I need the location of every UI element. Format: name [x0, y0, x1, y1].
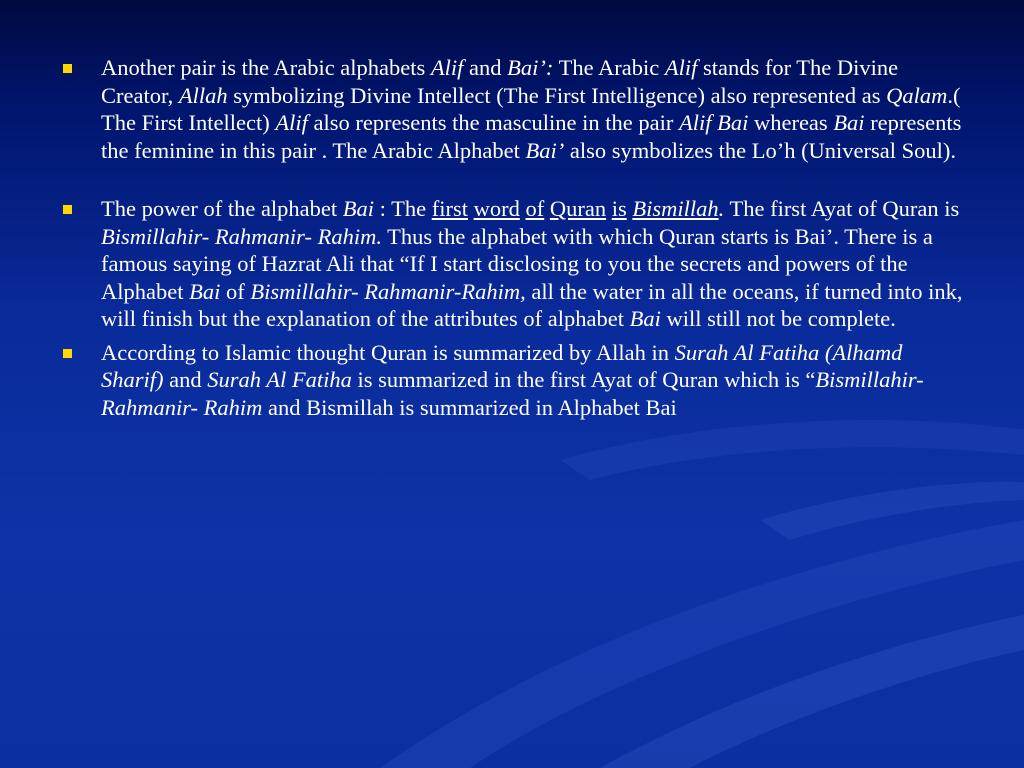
- text-run: The first Ayat of Quran is: [724, 196, 960, 221]
- text-run: According to Islamic thought Quran is summarized by Allah in: [101, 339, 675, 365]
- text-run: and: [163, 367, 208, 392]
- text-run: Quran: [549, 196, 607, 221]
- text-run: also symbolizes the Lo’h (Universal Soul).: [564, 137, 957, 163]
- text-run: Alif: [275, 110, 308, 135]
- text-run: first: [431, 196, 468, 221]
- bullet-square-icon: [63, 64, 72, 73]
- text-run: Surah Al Fatiha (Alhamd Sharif): [101, 339, 903, 392]
- text-run: Bai’: [525, 137, 565, 163]
- text-run: and: [463, 55, 508, 80]
- bullet-item-quran-summary: [60, 339, 970, 422]
- text-run: is: [611, 196, 627, 221]
- bullet-text: [101, 55, 961, 163]
- text-run: word: [473, 196, 520, 221]
- bullet-list: [60, 54, 970, 421]
- text-run: Allah: [178, 82, 228, 108]
- text-run: of: [220, 278, 251, 304]
- text-run: Another pair is the Arabic alphabets: [101, 55, 431, 80]
- bullet-square-icon: [63, 349, 72, 358]
- bullet-square-icon: [63, 205, 72, 214]
- text-run: Bai: [833, 110, 865, 135]
- text-run: Bai: [342, 196, 375, 221]
- bullet-text: [101, 196, 962, 331]
- text-run: .: [718, 196, 725, 221]
- bullet-item-alif-bai: [60, 54, 970, 164]
- text-run: Alif: [430, 55, 464, 80]
- text-run: and Bismillah is summarized in Alphabet Bai: [262, 394, 677, 420]
- text-run: The Arabic: [553, 55, 665, 80]
- text-run: symbolizing Divine Intellect (The First Intelligence) also represented as: [227, 82, 887, 108]
- text-run: .( The First Intellect): [101, 82, 961, 135]
- text-run: Bismillahir- Rahmanir-Rahim,: [250, 278, 526, 304]
- text-run: : The: [374, 196, 432, 221]
- text-run: Surah Al Fatiha: [207, 367, 352, 392]
- text-run: The power of the alphabet: [101, 196, 343, 221]
- text-run: Thus the alphabet with which Quran starts is Bai’. There is a famous saying of Hazrat Ali that “If I start disclosing to you the secrets and powers of the Alphabet: [101, 223, 933, 304]
- text-run: also represents the masculine in the pair: [307, 110, 679, 135]
- text-run: will still not be complete.: [660, 306, 896, 331]
- text-run: represents the feminine in this pair . The Arabic Alphabet: [101, 110, 962, 163]
- text-run: Bai’:: [507, 55, 554, 80]
- text-run: of: [525, 196, 545, 221]
- text-run: Bai: [189, 278, 221, 304]
- text-run: all the water in all the oceans, if turned into ink, will finish but the explanation of the attributes of alphabet: [101, 278, 963, 331]
- bullet-item-power-of-bai: [60, 195, 970, 333]
- text-run: Qalam: [886, 82, 948, 108]
- text-run: Bai: [629, 306, 661, 331]
- text-run: Bismillahir- Rahmanir- Rahim: [101, 367, 924, 420]
- text-run: is summarized in the first Ayat of Quran which is “: [351, 367, 816, 392]
- text-run: Bismillah: [632, 196, 719, 221]
- text-run: whereas: [748, 110, 834, 135]
- bullet-text: [101, 340, 924, 420]
- text-run: Alif Bai: [678, 110, 749, 135]
- text-run: Bismillahir- Rahmanir- Rahim.: [101, 223, 382, 249]
- text-run: Alif: [664, 55, 698, 80]
- text-run: stands for The Divine Creator,: [101, 55, 899, 108]
